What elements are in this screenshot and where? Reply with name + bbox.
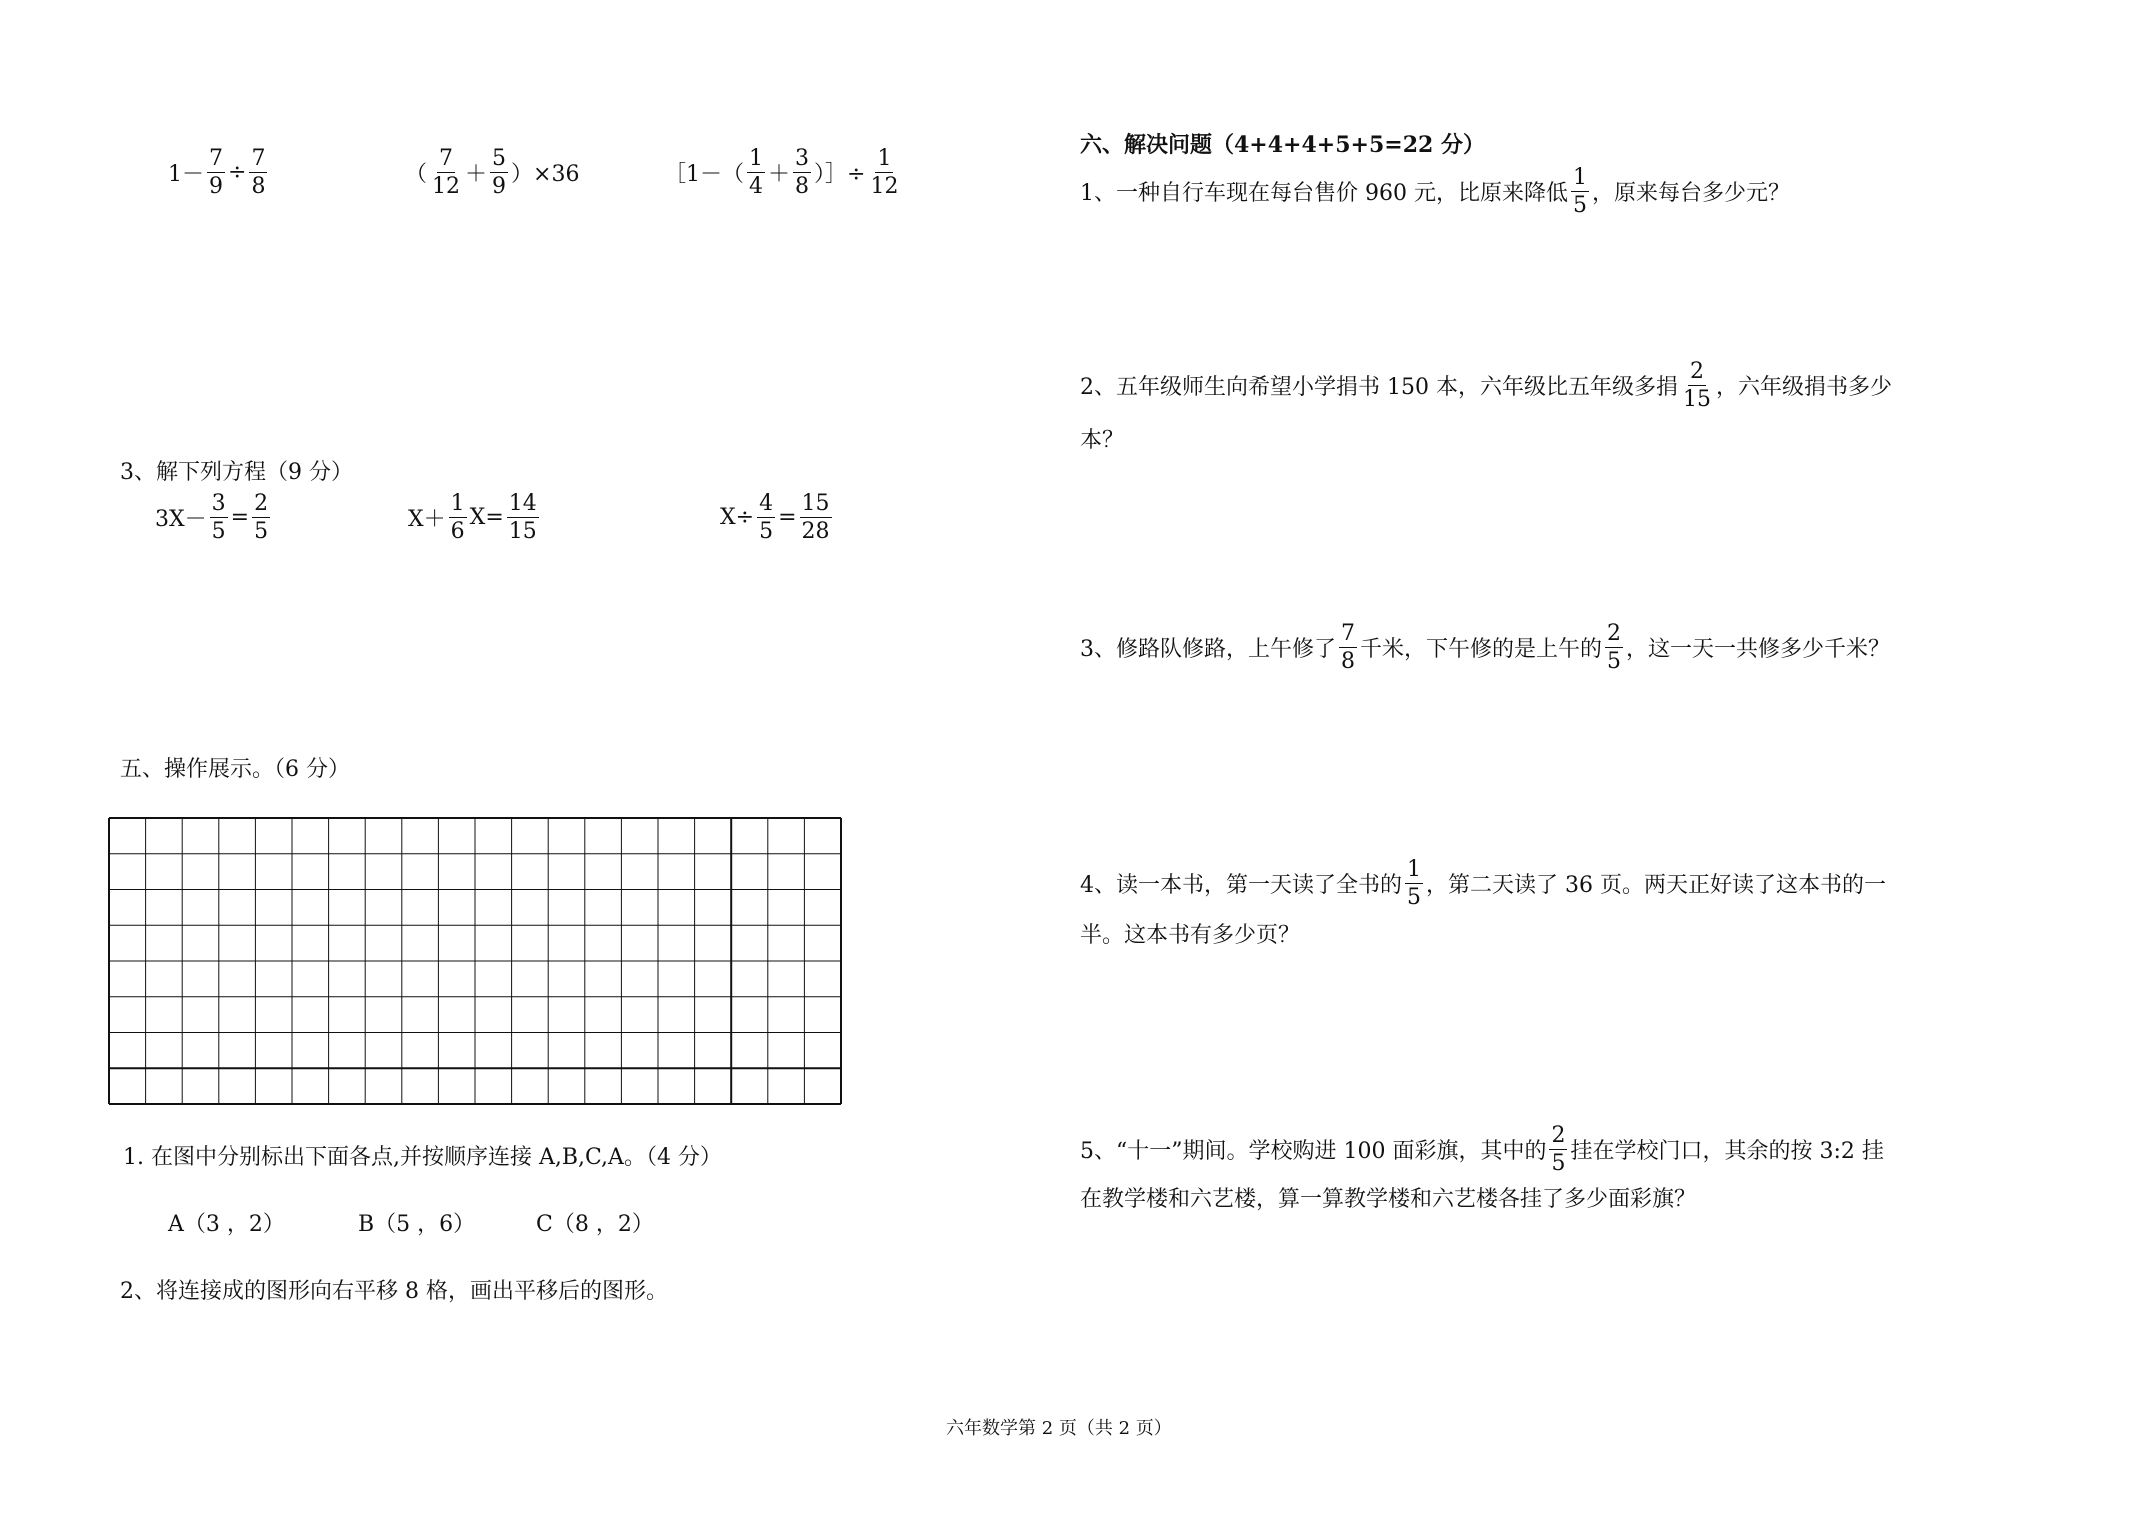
problem-text: 挂在学校门口，其余的按 3:2 挂	[1570, 1139, 1884, 1165]
problem-text: ，原来每台多少元？	[1591, 181, 1790, 207]
left-paren: （	[405, 162, 428, 188]
section5-heading: 五、操作展示。（6 分）	[120, 757, 350, 782]
equals: =	[230, 505, 250, 531]
expr-text: X÷	[720, 505, 755, 531]
operator: ＋	[465, 162, 488, 188]
fraction: $\frac{1}{12}$	[870, 146, 899, 200]
calc-expression-3	[664, 147, 903, 198]
section5-question-1: 1. 在图中分别标出下面各点,并按顺序连接 A,B,C,A。（4 分）	[123, 1145, 722, 1170]
problem-text: 4、读一本书，第一天读了全书的	[1080, 873, 1402, 899]
problem-2	[1080, 360, 1892, 411]
equation-1	[155, 492, 273, 543]
calc-expression-1	[168, 147, 270, 198]
problem-text: ，这一天一共修多少千米？	[1626, 637, 1891, 663]
problem-text: 1、一种自行车现在每台售价 960 元，比原来降低	[1080, 181, 1568, 207]
point-a-label: A（3 ，2）	[168, 1212, 285, 1237]
problem-text: 5、“十一”期间。学校购进 100 面彩旗，其中的	[1080, 1139, 1547, 1165]
problem-5	[1080, 1124, 1884, 1175]
problem-text: 千米，下午修的是上午的	[1360, 637, 1603, 663]
fraction: $\frac{14}{15}$	[508, 491, 537, 545]
problem-text: ，第二天读了 36 页。两天正好读了这本书的一	[1426, 873, 1886, 899]
expr-text: 3X－	[155, 507, 207, 533]
fraction: $\frac{7}{9}$	[209, 146, 223, 200]
problem-text: 2、五年级师生向希望小学捐书 150 本，六年级比五年级多捐	[1080, 375, 1678, 401]
expr-text: ）］÷	[814, 162, 866, 188]
problem-1	[1080, 166, 1790, 217]
fraction: $\frac{7}{12}$	[432, 146, 461, 200]
problem-text: ，六年级捐书多少	[1715, 375, 1892, 401]
section6-heading: 六、解决问题（4+4+4+5+5=22 分）	[1080, 132, 1485, 158]
fraction: $\frac{3}{8}$	[795, 146, 810, 200]
operator: ＋	[768, 162, 791, 188]
fraction: $\frac{1}{5}$	[1407, 857, 1421, 911]
fraction: $\frac{1}{6}$	[450, 491, 465, 545]
calc-expression-2	[405, 147, 579, 198]
problem-4-continued: 半。这本书有多少页？	[1080, 923, 1301, 948]
fraction: $\frac{2}{15}$	[1682, 359, 1711, 413]
problem-text: 3、修路队修路，上午修了	[1080, 637, 1336, 663]
section5-question-2: 2、将连接成的图形向右平移 8 格，画出平移后的图形。	[120, 1279, 668, 1304]
fraction: $\frac{7}{8}$	[1341, 621, 1355, 675]
fraction: $\frac{2}{5}$	[254, 491, 269, 545]
operator: ÷	[228, 160, 247, 186]
fraction: $\frac{5}{9}$	[492, 146, 507, 200]
fraction: $\frac{2}{5}$	[1607, 621, 1622, 675]
page-footer: 六年数学第 2 页（共 2 页）	[946, 1418, 1172, 1439]
fraction: $\frac{2}{5}$	[1551, 1123, 1566, 1177]
expr-text: X=	[469, 505, 504, 531]
point-b-label: B（5 ，6）	[358, 1212, 476, 1237]
fraction: $\frac{4}{5}$	[759, 491, 774, 545]
equation-2	[408, 492, 542, 543]
equals: =	[778, 505, 797, 531]
expr-text: ）×36	[511, 162, 580, 188]
fraction: $\frac{15}{28}$	[801, 491, 830, 545]
fraction: $\frac{1}{4}$	[749, 146, 763, 200]
problem-5-continued: 在教学楼和六艺楼，算一算教学楼和六艺楼各挂了多少面彩旗？	[1080, 1187, 1697, 1212]
problem-2-continued: 本？	[1080, 428, 1125, 453]
fraction: $\frac{1}{5}$	[1572, 165, 1587, 219]
coordinate-grid[interactable]	[108, 817, 842, 1105]
expr-text: X＋	[408, 507, 446, 533]
problem-4	[1080, 858, 1886, 909]
fraction: $\frac{3}{5}$	[211, 491, 226, 545]
equations-heading: 3、解下列方程（9 分）	[120, 460, 353, 485]
fraction: $\frac{7}{8}$	[251, 146, 266, 200]
equation-3	[720, 492, 835, 543]
problem-3	[1080, 622, 1890, 673]
point-c-label: C（8 ，2）	[536, 1212, 654, 1237]
expr-text: 1－	[168, 162, 204, 188]
expr-text: ［1－（	[664, 162, 744, 188]
